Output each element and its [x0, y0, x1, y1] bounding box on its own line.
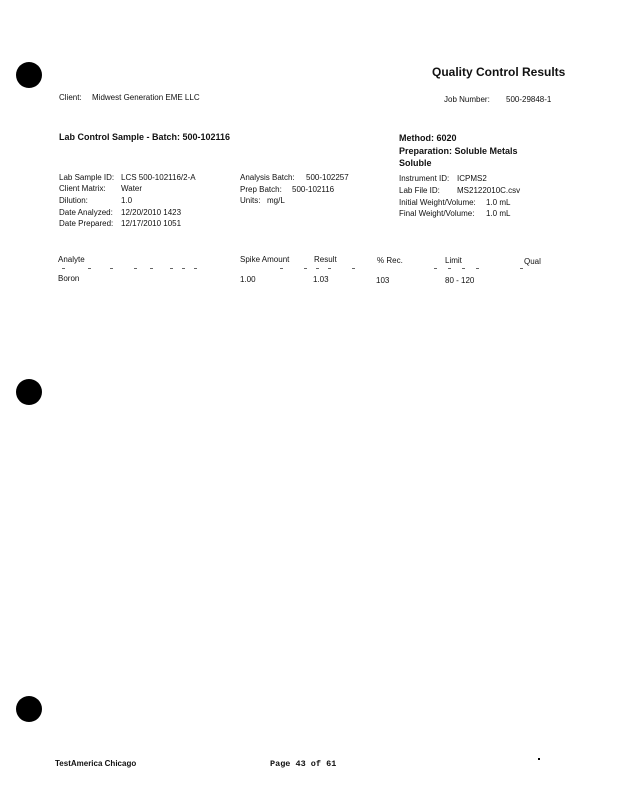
percent-rec-cell: 103 — [376, 276, 390, 285]
analyte-cell: Boron — [58, 274, 80, 283]
date-analyzed-value: 12/20/2010 1423 — [121, 208, 182, 217]
binder-hole-middle — [16, 379, 42, 405]
col-qual: Qual — [524, 257, 541, 266]
preparation-label: Preparation: Soluble Metals — [399, 146, 518, 156]
limit-cell: 80 - 120 — [445, 276, 475, 285]
col-result: Result — [314, 255, 337, 264]
analysis-batch-value: 500-102257 — [306, 173, 349, 182]
header-rule — [58, 268, 528, 272]
analysis-batch-label: Analysis Batch: — [240, 173, 295, 182]
method-label: Method: 6020 — [399, 133, 457, 143]
client-matrix-label: Client Matrix: — [59, 184, 106, 193]
date-prepared-label: Date Prepared: — [59, 219, 114, 228]
prep-batch-value: 500-102116 — [292, 185, 335, 194]
client-label: Client: — [59, 93, 82, 102]
lab-sample-id-value: LCS 500-102116/2-A — [121, 173, 196, 182]
col-spike-amount: Spike Amount — [240, 255, 290, 264]
spike-amount-cell: 1.00 — [240, 275, 256, 284]
scan-speck — [538, 758, 540, 760]
units-value: mg/L — [267, 196, 285, 205]
initial-weight-volume-label: Initial Weight/Volume: — [399, 198, 476, 207]
client-matrix-value: Water — [121, 184, 143, 193]
units-label: Units: — [240, 196, 261, 205]
instrument-id-label: Instrument ID: — [399, 174, 450, 183]
prep-batch-label: Prep Batch: — [240, 185, 282, 194]
report-title: Quality Control Results — [432, 65, 566, 79]
col-limit: Limit — [445, 256, 462, 265]
dilution-value: 1.0 — [121, 196, 133, 205]
lab-file-id-value: MS2122010C.csv — [457, 186, 521, 195]
footer-lab-name: TestAmerica Chicago — [55, 759, 137, 768]
footer-page-number: Page 43 of 61 — [270, 759, 337, 769]
instrument-id-value: ICPMS2 — [457, 174, 487, 183]
dilution-label: Dilution: — [59, 196, 88, 205]
initial-weight-volume-value: 1.0 mL — [486, 198, 511, 207]
final-weight-volume-value: 1.0 mL — [486, 209, 511, 218]
preparation-label-cont: Soluble — [399, 158, 432, 168]
date-prepared-value: 12/17/2010 1051 — [121, 219, 182, 228]
binder-hole-top — [16, 62, 42, 88]
job-number-label: Job Number: — [444, 95, 490, 104]
col-percent-rec: % Rec. — [377, 256, 403, 265]
final-weight-volume-label: Final Weight/Volume: — [399, 209, 475, 218]
lcs-batch-heading: Lab Control Sample - Batch: 500-102116 — [59, 132, 231, 142]
result-cell: 1.03 — [313, 275, 329, 284]
date-analyzed-label: Date Analyzed: — [59, 208, 113, 217]
lab-sample-id-label: Lab Sample ID: — [59, 173, 115, 182]
client-value: Midwest Generation EME LLC — [92, 93, 200, 102]
lab-file-id-label: Lab File ID: — [399, 186, 440, 195]
binder-hole-bottom — [16, 696, 42, 722]
col-analyte: Analyte — [58, 255, 85, 264]
job-number-value: 500-29848-1 — [506, 95, 552, 104]
